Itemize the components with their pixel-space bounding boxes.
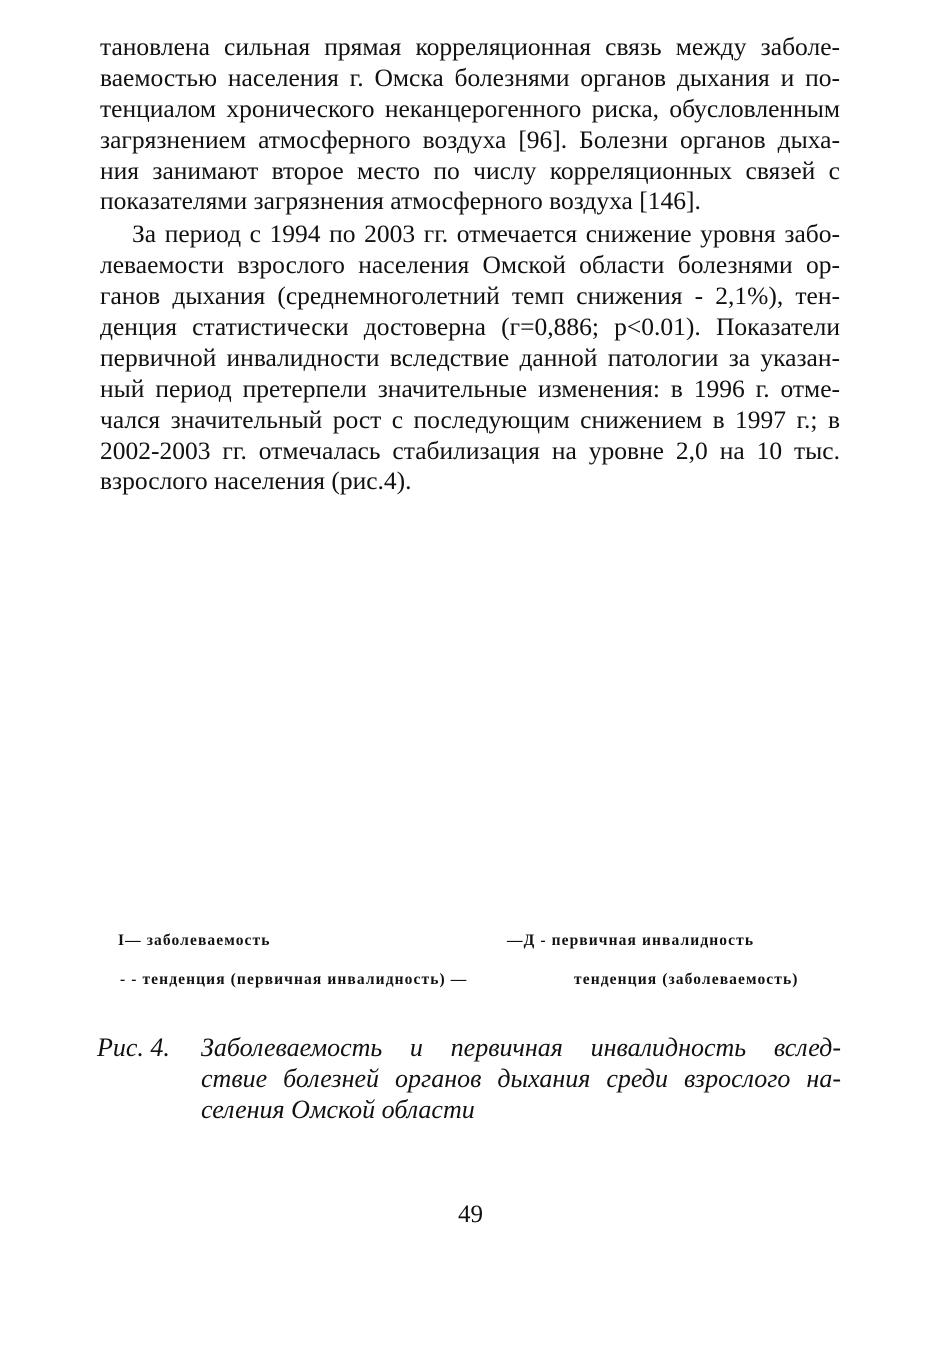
page-number: 49 [458, 1201, 483, 1228]
paragraph-2 [100, 219, 840, 497]
body-text [100, 32, 840, 497]
text-line: ваемостью населения г. Омска болезнями органов дыхания и по- [100, 62, 840, 92]
text-line: ганов дыхания (среднемноголетний темп снижения - 2,1%), тен- [100, 281, 840, 311]
legend-primary-disability: —Д - первичная инвалидность [507, 932, 755, 949]
caption-label: Рис. 4. [97, 1033, 170, 1062]
text-line: загрязнением атмосферного воздуха [96]. Болезни органов дыха- [100, 124, 840, 154]
caption-line: ствие болезней органов дыхания среди взрослого на- [201, 1064, 841, 1093]
text-line: ния занимают второе место по числу корреляционных связей с [100, 155, 840, 185]
text-line: леваемости взрослого населения Омской области болезнями ор- [100, 250, 840, 280]
text-line: тенциалом хронического неканцерогенного риска, обусловленным [100, 93, 840, 123]
text-line: чался значительный рост с последующим снижением в 1997 г.; в [100, 404, 840, 434]
legend-trend-disability: - - тенденция (первичная инвалидность) — [120, 971, 468, 988]
text-line: показателями загрязнения атмосферного воздуха [146]. [100, 186, 701, 216]
text-line: ный период претерпели значительные изменения: в 1996 г. отме- [100, 373, 840, 403]
caption-line: Заболеваемость и первичная инвалидность вслед- [201, 1033, 841, 1062]
legend-trend-incidence: тенденция (заболеваемость) [574, 971, 799, 988]
caption-line: селения Омской области [201, 1095, 475, 1124]
text-line: 2002-2003 гг. отмечалась стабилизация на уровне 2,0 на 10 тыс. [100, 435, 840, 465]
legend-incidence: I— заболеваемость [118, 932, 271, 949]
text-line: первичной инвалидности вследствие данной патологии за указан- [100, 342, 840, 372]
text-line: денция статистически достоверна (г=0,886; р<0.01). Показатели [100, 312, 840, 342]
text-line: тановлена сильная прямая корреляционная связь между заболе- [100, 32, 840, 61]
text-line: взрослого населения (рис.4). [100, 466, 412, 496]
paragraph-1 [100, 32, 840, 217]
text-line: За период с 1994 по 2003 гг. отмечается снижение уровня забо- [132, 219, 840, 249]
caption-text [201, 1032, 841, 1125]
